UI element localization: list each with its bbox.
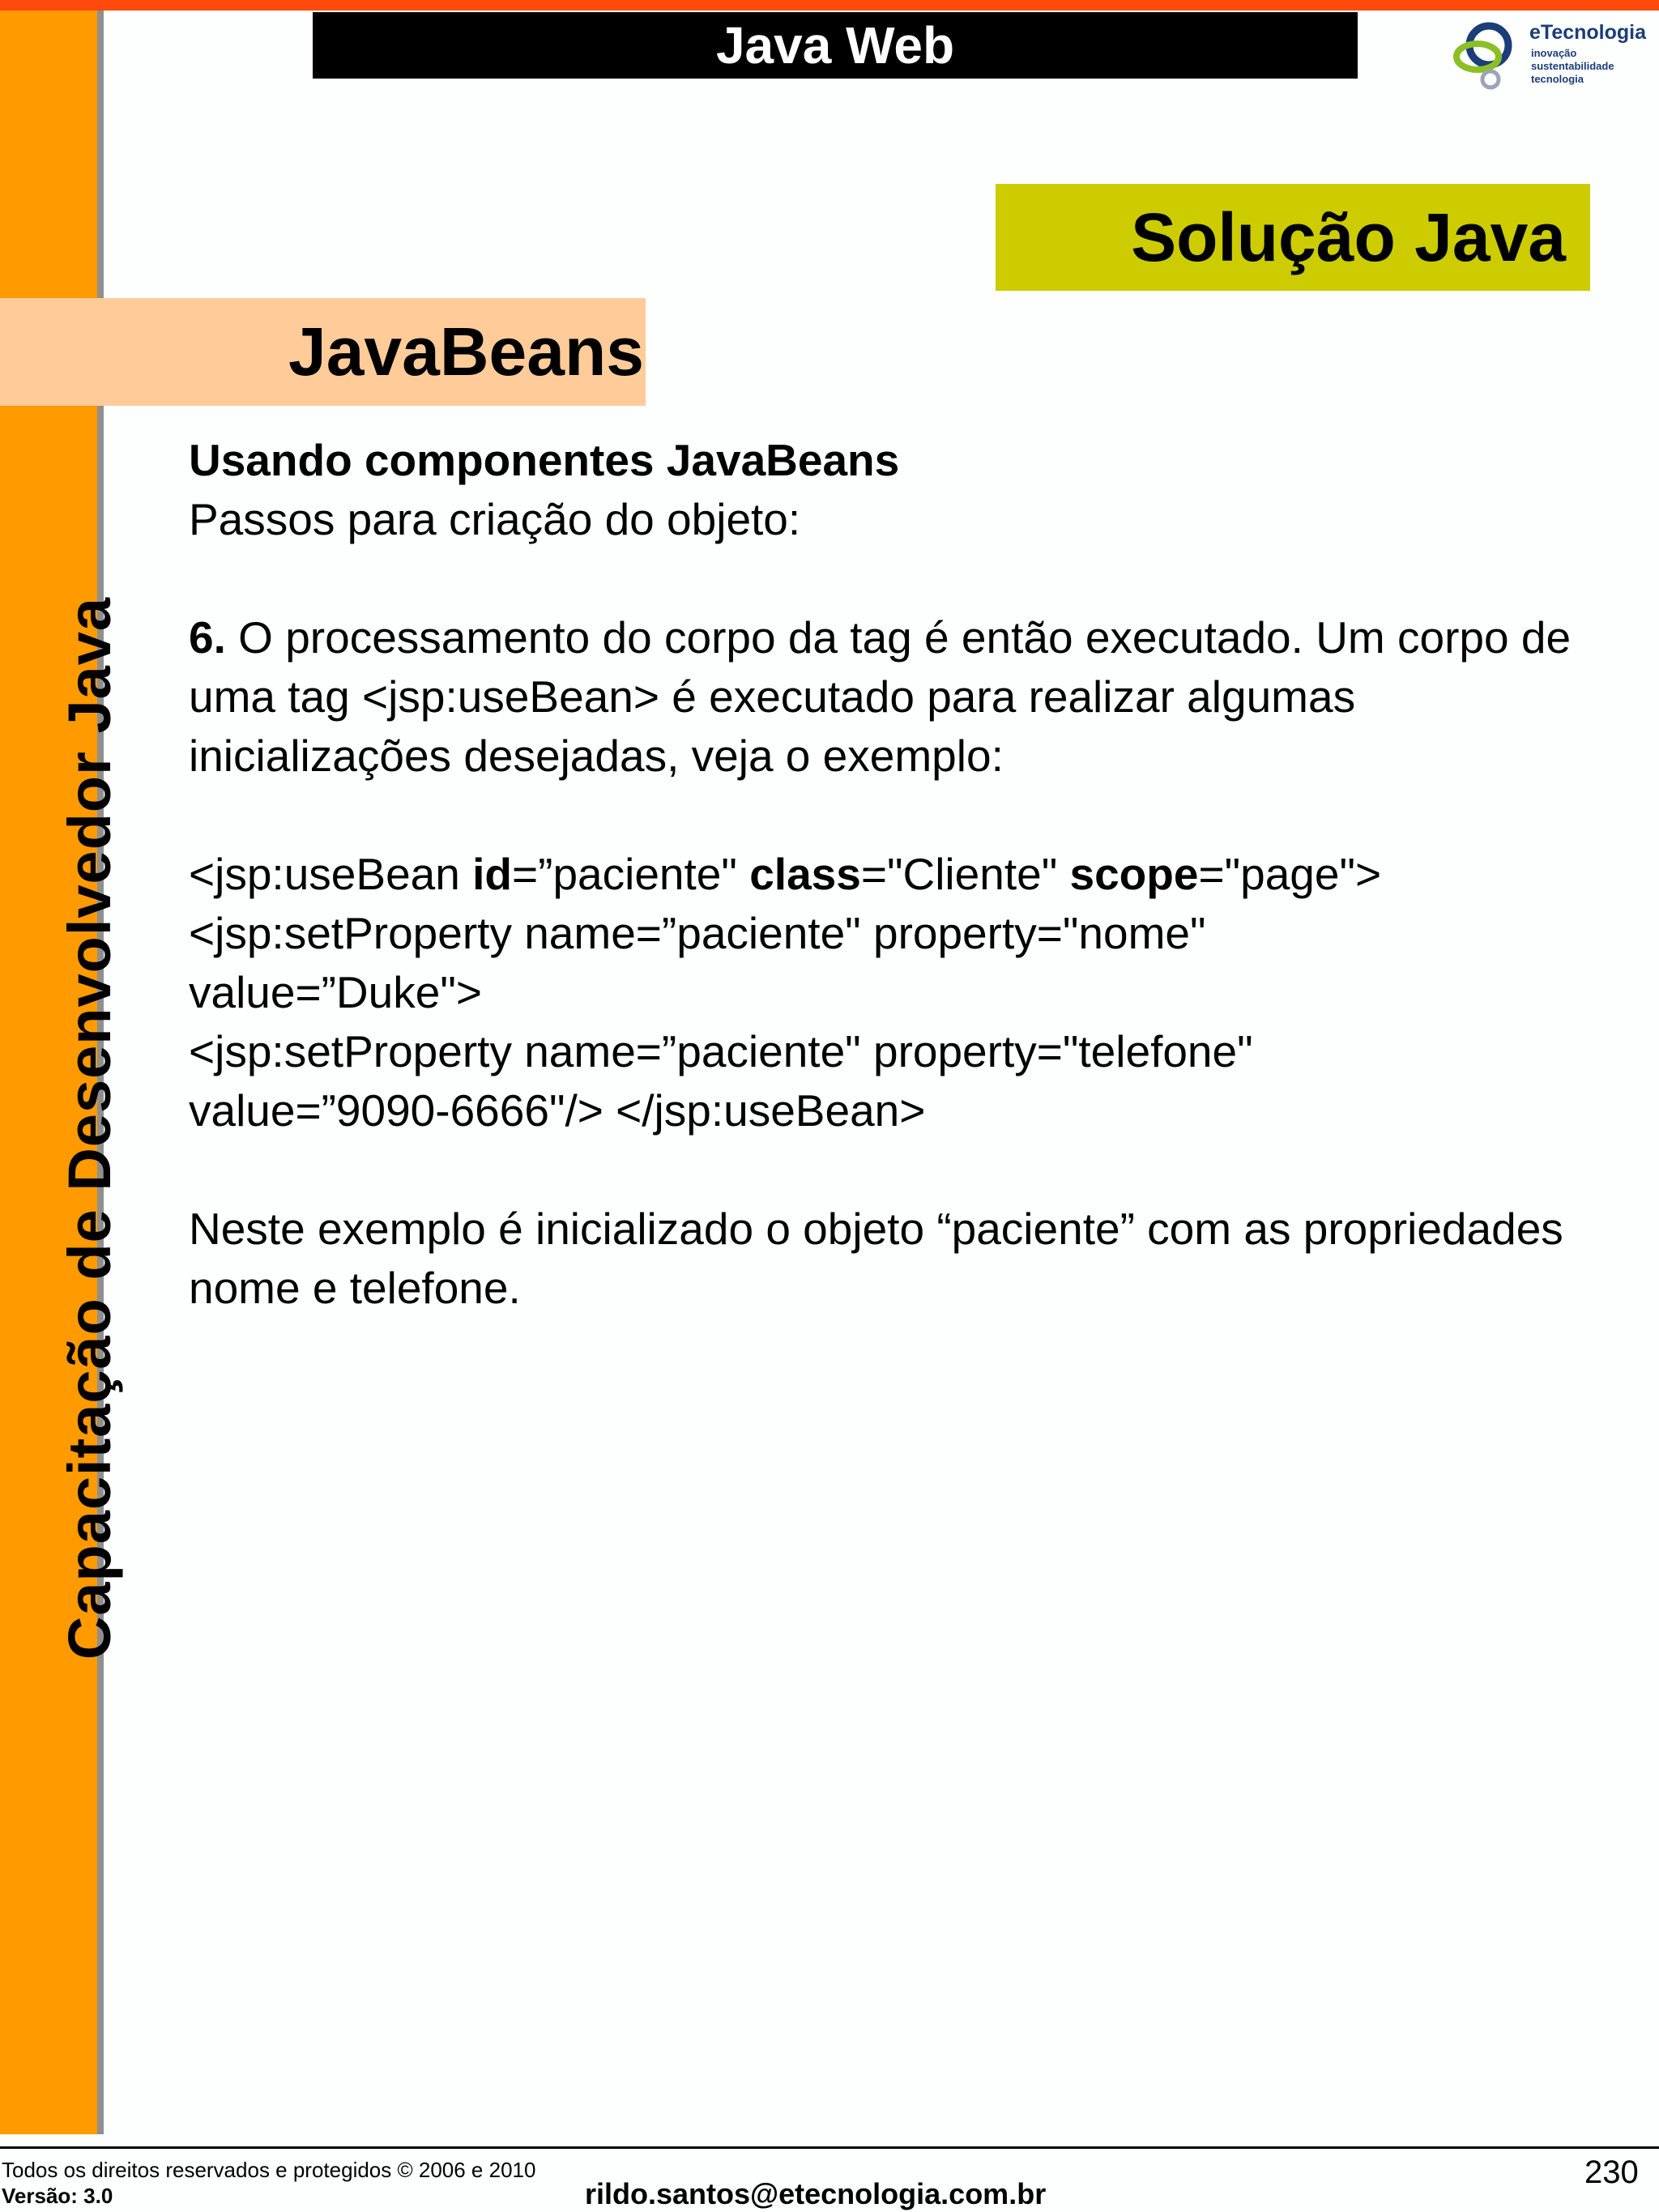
header-title: Java Web <box>313 12 1358 79</box>
section-title: Solução Java <box>996 184 1590 291</box>
conclusion-paragraph: Neste exemplo é inicializado o objeto “paciente” com as propriedades nome e telefone. <box>189 1204 1563 1313</box>
step-paragraph <box>189 608 1582 786</box>
code-value-class: ="Cliente" <box>860 849 1070 899</box>
code-attr-class: class <box>749 849 861 899</box>
code-tag-open: <jsp:useBean <box>189 849 473 899</box>
page-number: 230 <box>1584 2154 1639 2190</box>
logo-tag: sustentabilidade <box>1531 60 1614 72</box>
code-line-1 <box>189 845 1582 904</box>
footer-version: Versão: 3.0 <box>2 2184 113 2208</box>
code-attr-scope: scope <box>1069 849 1199 899</box>
slide-content <box>189 431 1582 1318</box>
content-subheading: Passos para criação do objeto: <box>189 494 801 544</box>
logo-tags <box>1531 47 1614 86</box>
code-attr-id: id <box>472 849 513 899</box>
content-heading: Usando componentes JavaBeans <box>189 435 900 485</box>
logo-name: eTecnologia <box>1529 21 1647 44</box>
logo-tag: inovação <box>1531 47 1577 59</box>
footer-email: rildo.santos@etecnologia.com.br <box>585 2177 1047 2210</box>
code-value-scope: ="page"> <box>1198 849 1382 899</box>
footer-divider <box>0 2146 1659 2149</box>
logo-rings-icon <box>1448 15 1529 96</box>
code-line-5: value=”9090-6666"/> </jsp:useBean> <box>189 1085 926 1136</box>
step-text: O processamento do corpo da tag é então executado. Um corpo de uma tag <jsp:useBean> é executado para realizar algumas inicializações desejadas, veja o exemplo: <box>189 612 1572 781</box>
code-value-id: =”paciente" <box>512 849 750 899</box>
step-number: 6. <box>189 612 226 663</box>
code-line-4: <jsp:setProperty name=”paciente" property="telefone" <box>189 1026 1253 1076</box>
code-line-2: <jsp:setProperty name=”paciente" property="nome" <box>189 908 1206 958</box>
code-line-3: value=”Duke"> <box>189 967 482 1017</box>
top-stripe <box>0 0 1659 11</box>
topic-title: JavaBeans <box>0 298 646 406</box>
etecnologia-logo <box>1448 15 1659 96</box>
footer-copyright: Todos os direitos reservados e protegidos © 2006 e 2010 <box>2 2158 536 2182</box>
logo-tag: tecnologia <box>1531 73 1584 85</box>
sidebar-label: Capacitação de Desenvolvedor Java <box>55 596 123 1660</box>
